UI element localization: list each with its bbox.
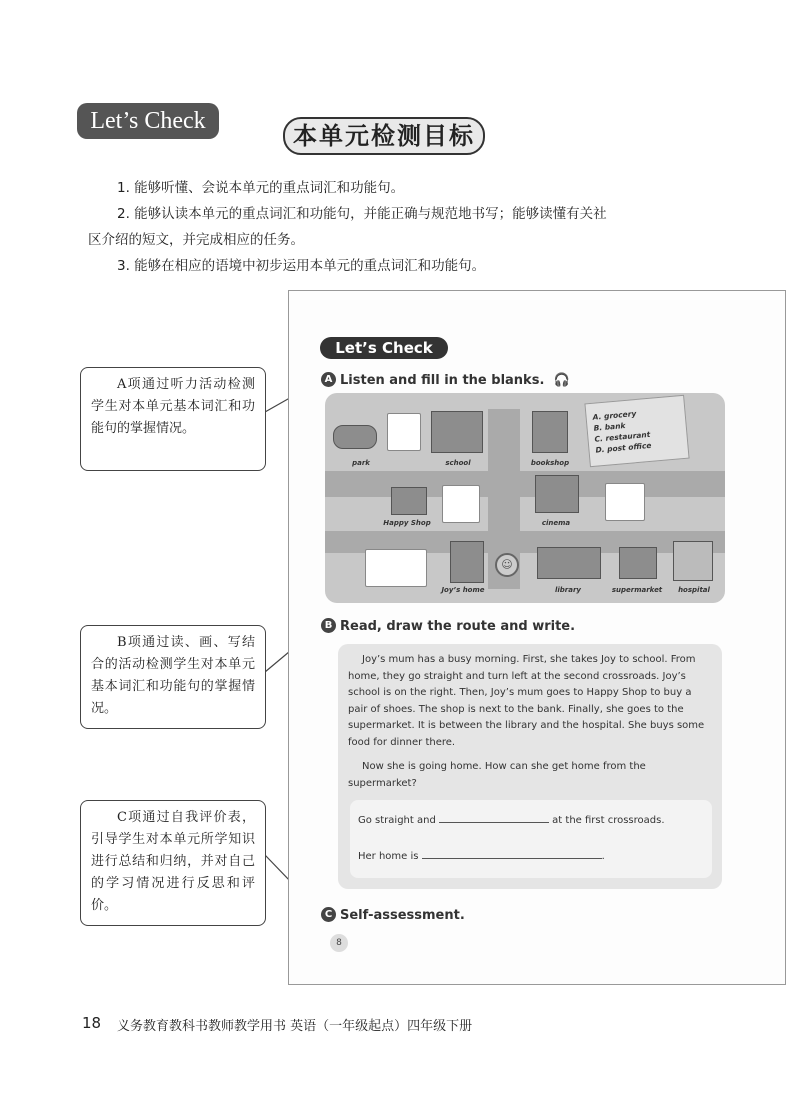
objective-1: 1. 能够听懂、会说本单元的重点词汇和功能句。 (117, 180, 405, 196)
label-park: park (352, 459, 370, 467)
section-c-heading (321, 904, 465, 923)
lets-check-chip: Let’s Check (77, 103, 219, 139)
map-blank-3[interactable] (605, 483, 645, 521)
headphones-icon: 🎧 (553, 373, 570, 388)
section-c-letter: C (321, 907, 336, 922)
write-2-prefix: Her home is (358, 851, 419, 862)
cinema-building (535, 475, 579, 513)
road-horizontal-1 (325, 471, 725, 497)
label-school: school (445, 459, 471, 467)
objective-2: 2. 能够认读本单元的重点词汇和功能句，并能正确与规范地书写；能够读懂有关社 (117, 206, 607, 222)
label-happy-shop: Happy Shop (383, 519, 431, 527)
write-1-prefix: Go straight and (358, 815, 436, 826)
school-building (431, 411, 483, 453)
option-a: A. grocery (592, 409, 637, 422)
label-joys-home: Joy’s home (441, 586, 485, 594)
write-blank-1[interactable] (439, 812, 549, 823)
section-b-title: Read, draw the route and write. (340, 619, 576, 634)
section-a-letter: A (321, 372, 336, 387)
joys-home-building (450, 541, 484, 583)
book-lets-check-chip: Let’s Check (320, 337, 448, 359)
section-a-heading (321, 369, 570, 388)
objective-2-cont: 区介绍的短文，并完成相应的任务。 (88, 232, 304, 248)
section-title: 本单元检测目标 (283, 117, 485, 155)
note-c: C项通过自我评价表，引导学生对本单元所学知识进行总结和归纳，并对自己的学习情况进行反思和评价。 (80, 800, 266, 926)
section-b-letter: B (321, 618, 336, 633)
label-library: library (554, 586, 581, 594)
library-building (537, 547, 601, 579)
park-building (333, 425, 377, 449)
option-b: B. bank (593, 421, 626, 433)
supermarket-building (619, 547, 657, 579)
happy-shop-building (391, 487, 427, 515)
section-c-title: Self-assessment. (340, 908, 465, 923)
label-cinema: cinema (541, 519, 571, 527)
map-blank-2[interactable] (442, 485, 480, 523)
write-line-1 (358, 812, 665, 826)
label-bookshop: bookshop (530, 459, 570, 467)
note-a: A项通过听力活动检测学生对本单元基本词汇和功能句的掌握情况。 (80, 367, 266, 471)
write-line-2: Her home is . (358, 848, 605, 862)
option-c: C. restaurant (594, 429, 651, 444)
book-page-number: 8 (330, 934, 348, 952)
write-blank-2[interactable] (422, 848, 602, 859)
town-map (325, 393, 725, 603)
map-blank-1[interactable] (387, 413, 421, 451)
write-1-suffix: at the first crossroads. (552, 815, 665, 826)
label-supermarket: supermarket (611, 586, 663, 594)
footer-title: 义务教育教科书教师教学用书 英语（一年级起点）四年级下册 (117, 1019, 473, 1034)
reading-passage: Joy’s mum has a busy morning. First, she takes Joy to school. From home, they go straight and turn left at the second crossroads. Joy’s school is on the right. Then, Joy’s mum goes to Happy Shop to buy a pair of shoes. The shop is next to the bank. Finally, she goes to the supermarket. It is between the library and the hospital. She buys some food for dinner there. (348, 654, 705, 748)
hospital-building (673, 541, 713, 581)
section-a-title: Listen and fill in the blanks. (340, 373, 545, 388)
footer-page-number: 18 (82, 1014, 102, 1032)
smiley-icon: ☺ (495, 553, 519, 577)
options-note (584, 395, 689, 467)
objective-3: 3. 能够在相应的语境中初步运用本单元的重点词汇和功能句。 (117, 258, 486, 274)
option-d: D. post office (595, 440, 652, 455)
map-blank-4[interactable] (365, 549, 427, 587)
bookshop-building (532, 411, 568, 453)
reading-question: Now she is going home. How can she get home from the supermarket? (348, 761, 646, 789)
section-b-heading (321, 615, 575, 634)
note-b: B项通过读、画、写结合的活动检测学生对本单元基本词汇和功能句的掌握情况。 (80, 625, 266, 729)
writing-area (350, 800, 712, 878)
label-hospital: hospital (678, 586, 710, 594)
